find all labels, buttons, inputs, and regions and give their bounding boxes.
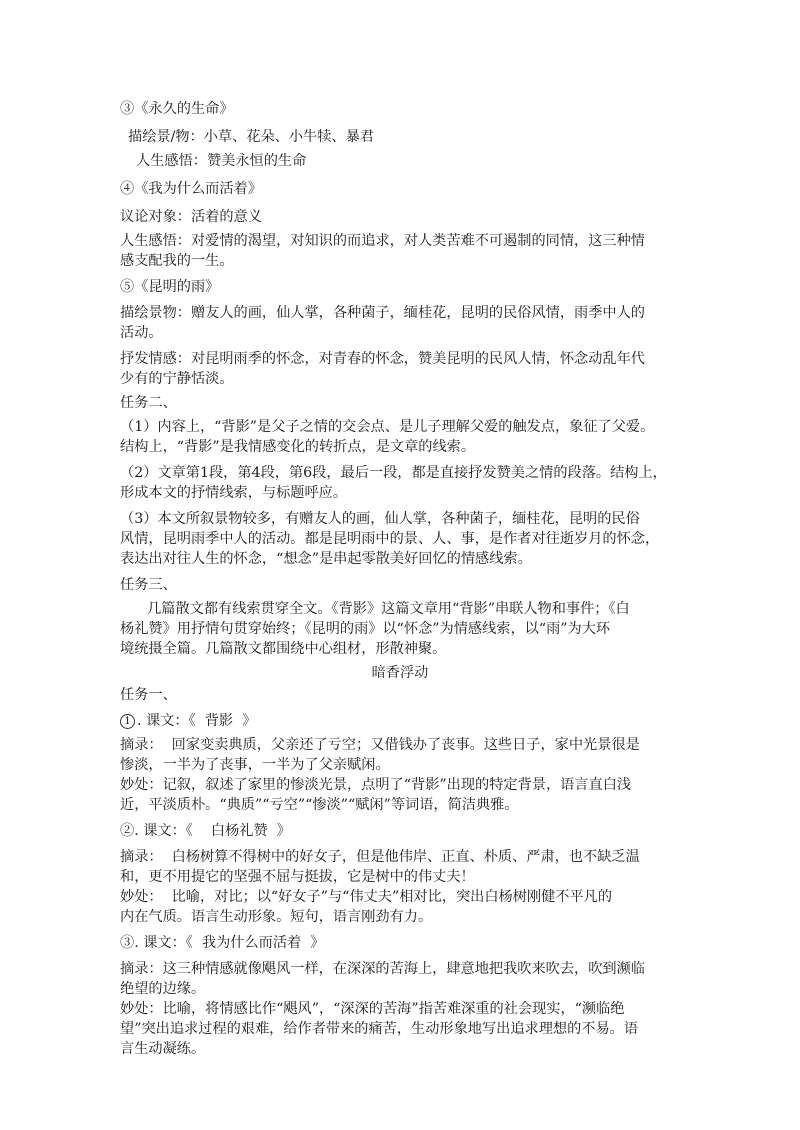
item-1-excerpt-2: 惨淡，一半为了丧事，一半为了父亲赋闲。 xyxy=(120,757,390,773)
item-2-excerpt-2: 和，更不用提它的坚强不屈与挺拔，它是树中的伟丈夫！ xyxy=(120,869,475,885)
task-2-p3-line3: 表达出对往人生的怀念，“想念”是串起零散美好回忆的情感线索。 xyxy=(120,551,532,567)
item-3-analysis-2: 望”突出追求过程的艰难，给作者带来的痛苦，生动形象地写出追求理想的不易。语 xyxy=(120,1021,639,1037)
section-3-title: ③《永久的生命》 xyxy=(120,101,234,117)
section-3-feeling: 人生感悟：赞美永恒的生命 xyxy=(136,153,307,169)
item-1-number: 1 xyxy=(120,714,135,729)
item-1-title-text: . 课文：《 背影 》 xyxy=(137,713,257,729)
task-3-heading: 任务三、 xyxy=(120,577,177,593)
task-2-heading: 任务二、 xyxy=(120,395,177,411)
section-5-emotion-1: 抒发情感：对昆明雨季的怀念，对青春的怀念，赞美昆明的民风人情，怀念动乱年代 xyxy=(120,351,645,367)
item-1-analysis-1: 妙处：记叙，叙述了家里的惨淡光景，点明了“背影”出现的特定背景，语言直白浅 xyxy=(120,777,632,793)
item-2-title: ②. 课文：《 白杨礼赞 》 xyxy=(120,823,291,839)
task-2-p1-line2: 结构上，“背影”是我情感变化的转折点，是文章的线索。 xyxy=(120,439,476,455)
section-5-emotion-2: 少有的宁静恬淡。 xyxy=(120,371,234,387)
section-4-feeling-2: 感支配我的一生。 xyxy=(120,253,234,269)
section-5-title: ⑤《昆明的雨》 xyxy=(120,279,220,295)
item-2-excerpt-1: 摘录： 白杨树算不得树中的好女子，但是他伟岸、正直、朴质、严肃，也不缺乏温 xyxy=(120,849,640,865)
task-2-p2-line2: 形成本文的抒情线索，与标题呼应。 xyxy=(120,485,348,501)
task-3-p-line2: 杨礼赞》用抒情句贯穿始终；《昆明的雨》以“怀念”为情感线索，以“雨”为大环 xyxy=(120,621,611,637)
task-3-p-line3: 境统摄全篇。几篇散文都围绕中心组材，形散神聚。 xyxy=(120,641,447,657)
section-3-scene: 描绘景/物：小草、花朵、小牛犊、暴君 xyxy=(128,129,374,145)
item-3-analysis-3: 言生动凝练。 xyxy=(120,1041,206,1057)
task-2-p1-line1: （1）内容上，“背影”是父子之情的交会点、是儿子理解父爱的触发点，象征了父爱。 xyxy=(120,419,655,435)
task-2-p2-line1: （2）文章第1段，第4段，第6段，最后一段，都是直接抒发赞美之情的段落。结构上， xyxy=(120,465,667,481)
section-5-scene-1: 描绘景物：赠友人的画，仙人掌，各种菌子，缅桂花，昆明的民俗风情，雨季中人的 xyxy=(120,305,645,321)
task-2-p3-line2: 风情，昆明雨季中人的活动。都是昆明雨中的景、人、事，是作者对往逝岁月的怀念， xyxy=(120,531,660,547)
section-4-feeling-1: 人生感悟：对爱情的渴望，对知识的而追求，对人类苦难不可遏制的同情，这三种情 xyxy=(120,233,645,249)
item-1-excerpt-1: 摘录： 回家变卖典质，父亲还了亏空；又借钱办了丧事。这些日子，家中光景很是 xyxy=(120,737,640,753)
item-2-analysis-2: 内在气质。语言生动形象。短句，语言刚劲有力。 xyxy=(120,909,433,925)
task-2-p3-line1: （3）本文所叙景物较多，有赠友人的画，仙人掌，各种菌子，缅桂花，昆明的民俗 xyxy=(120,511,640,527)
center-title: 暗香浮动 xyxy=(371,665,429,681)
item-3-analysis-1: 妙处：比喻，将情感比作“飓风”，“深深的苦海”指苦难深重的社会现实，“濒临绝 xyxy=(120,1001,625,1017)
task-3-p-line1: 几篇散文都有线索贯穿全文。《背影》这篇文章用“背影”串联人物和事件；《白 xyxy=(120,601,630,617)
item-3-excerpt-1: 摘录：这三种情感就像飓风一样，在深深的苦海上，肆意地把我吹来吹去，吹到濒临 xyxy=(120,961,645,977)
section-4-title: ④《我为什么而活着》 xyxy=(120,181,262,197)
task-1-heading: 任务一、 xyxy=(120,687,177,703)
section-5-scene-2: 活动。 xyxy=(120,325,163,341)
item-3-title: ③. 课文：《 我为什么而活着 》 xyxy=(120,935,325,951)
item-2-analysis-1: 妙处： 比喻，对比；以“好女子”与“伟丈夫”相对比，突出白杨树刚健不平凡的 xyxy=(120,889,613,905)
section-4-object: 议论对象：活着的意义 xyxy=(120,209,262,225)
item-3-excerpt-2: 绝望的边缘。 xyxy=(120,981,206,997)
item-1-analysis-2: 近，平淡质朴。“典质”“亏空”“惨淡”“赋闲”等词语，简洁典雅。 xyxy=(120,797,519,813)
item-1-title xyxy=(120,710,690,732)
